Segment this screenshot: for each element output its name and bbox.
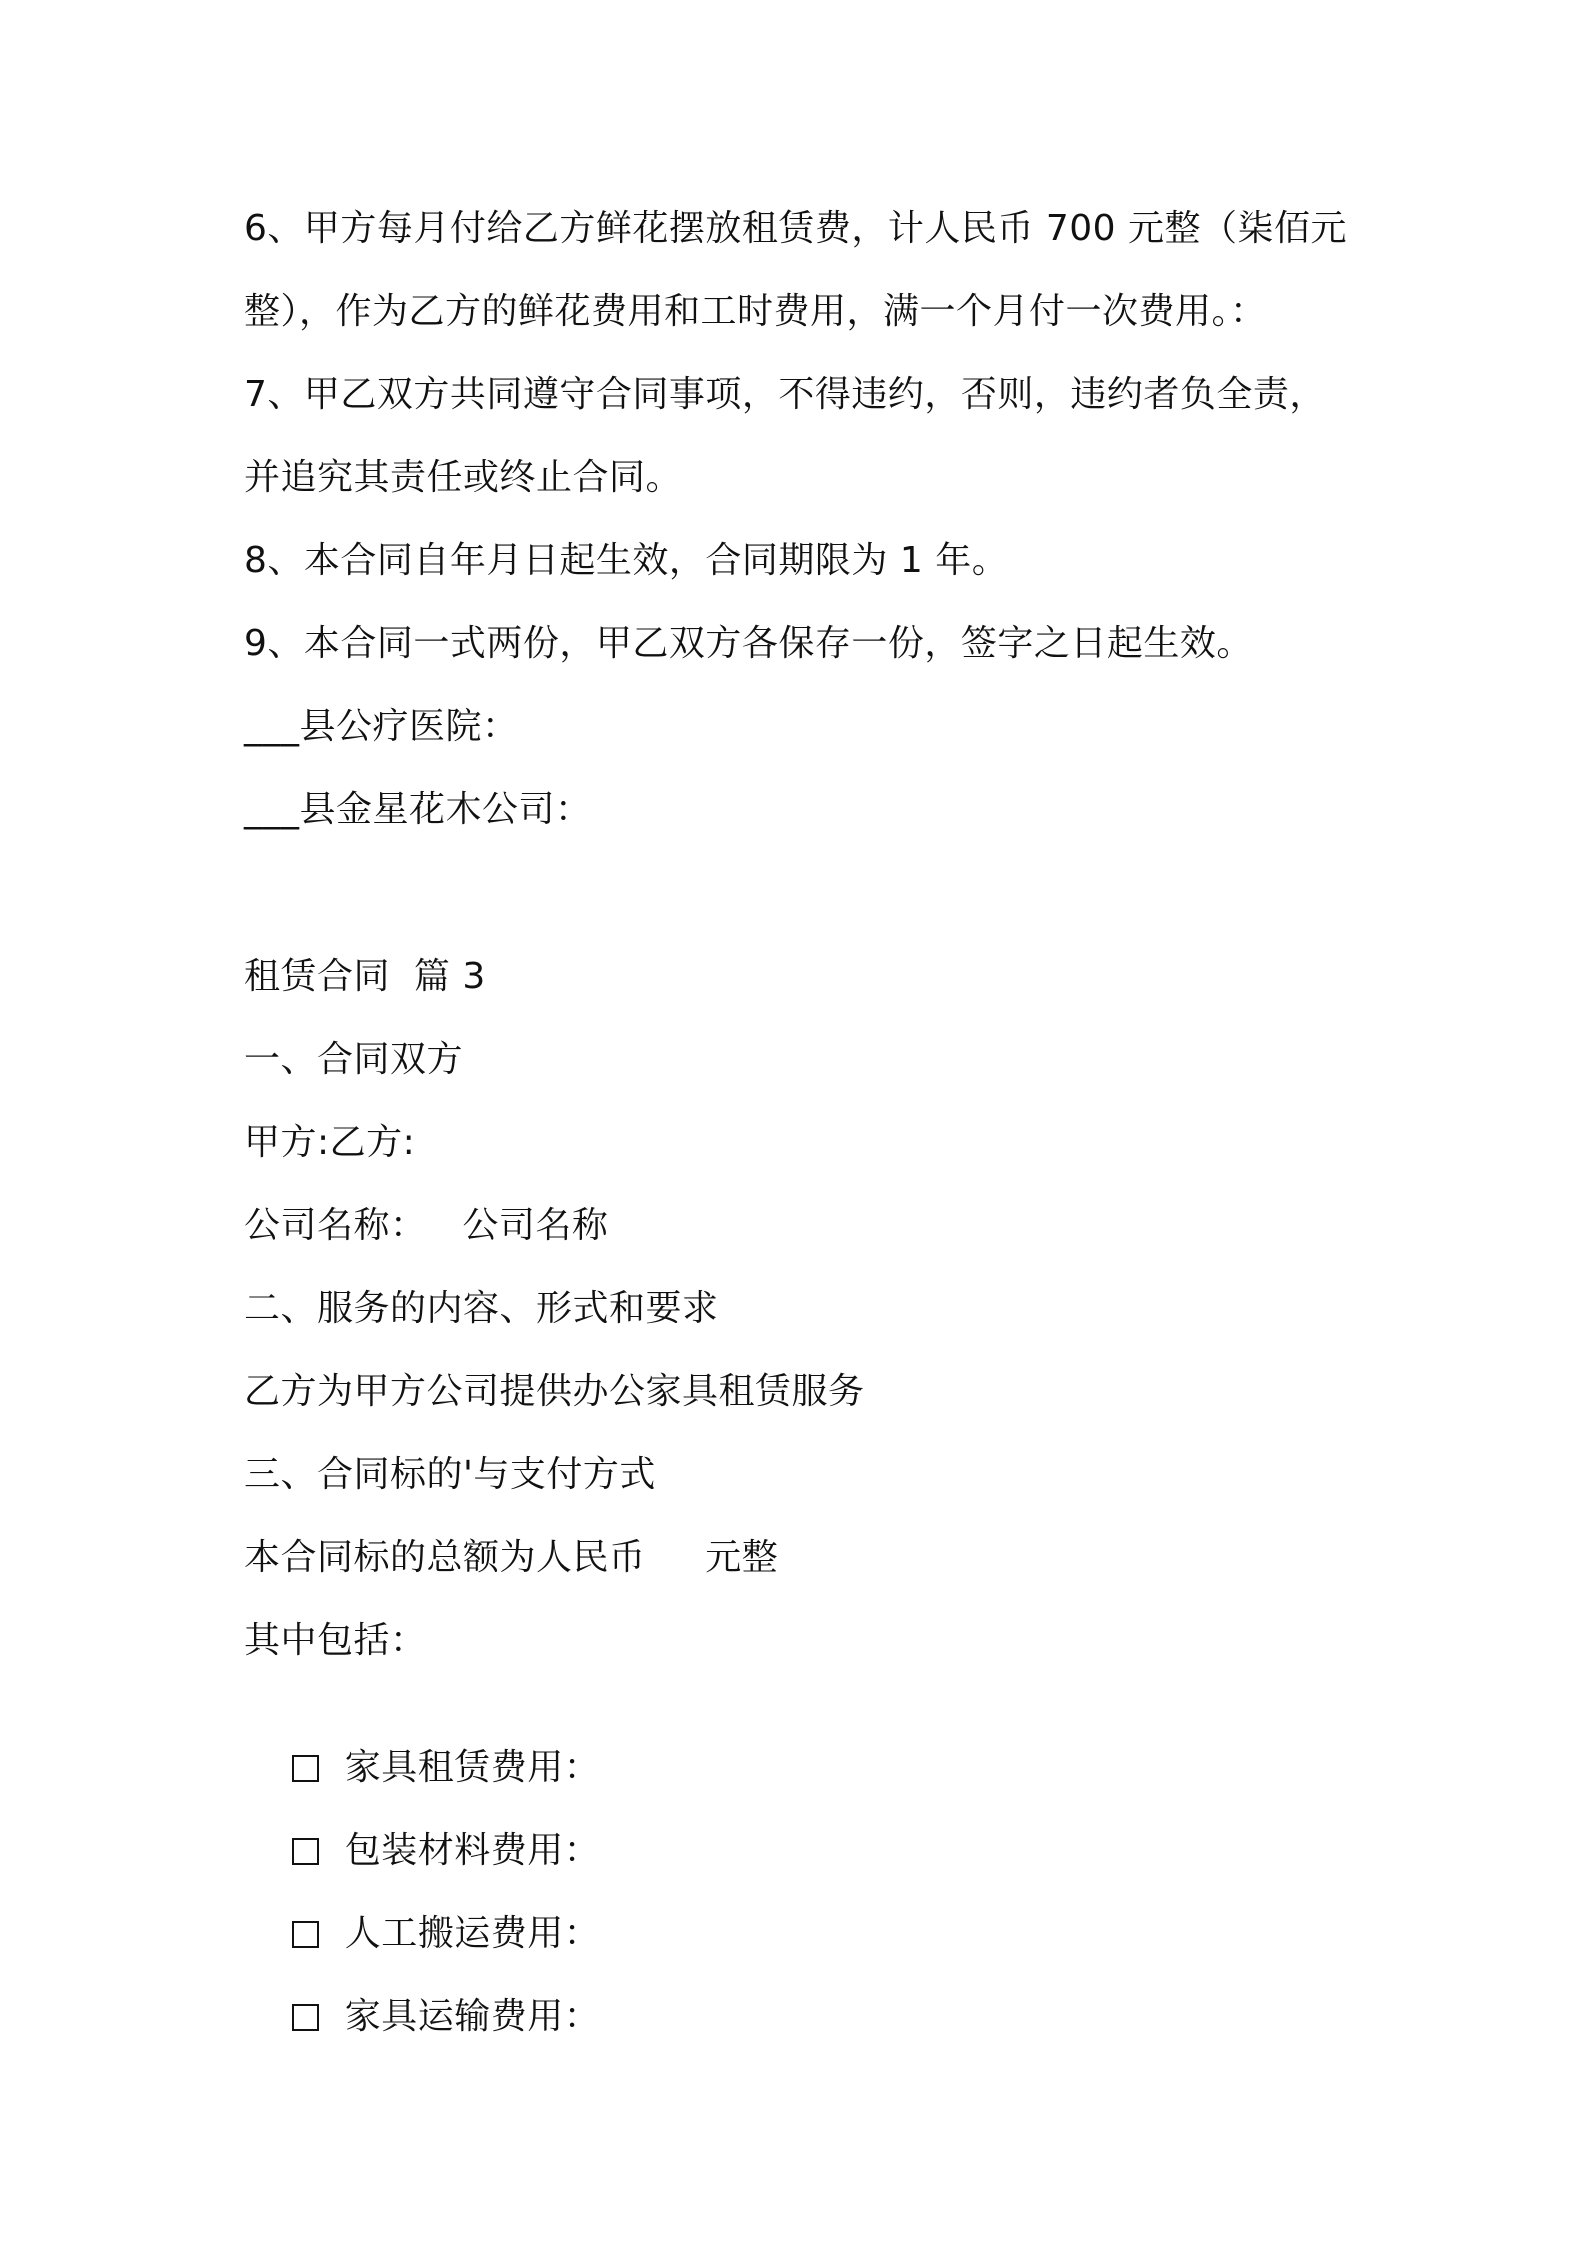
checklist-label: 家具运输费用： (344, 1996, 601, 2037)
company-names: 公司名称： 公司名称 (244, 1205, 609, 1246)
clause-7-line-2: 并追究其责任或终止合同。 (244, 457, 683, 498)
signature-flower-company: ___县金星花木公司： (244, 789, 592, 830)
includes-label: 其中包括： (244, 1620, 427, 1661)
checklist-label: 人工搬运费用： (344, 1913, 601, 1954)
clause-7-line-1: 7、甲乙双方共同遵守合同事项，不得违约，否则，违约者负全责， (244, 374, 1326, 415)
service-description: 乙方为甲方公司提供办公家具租赁服务 (244, 1371, 865, 1412)
checklist-label: 家具租赁费用： (344, 1747, 601, 1788)
checklist-label: 包装材料费用： (344, 1830, 601, 1871)
clause-6-line-2: 整），作为乙方的鲜花费用和工时费用，满一个月付一次费用。： (244, 291, 1267, 332)
clause-9: 9、本合同一式两份，甲乙双方各保存一份，签字之日起生效。 (244, 623, 1253, 664)
checkbox-icon (292, 1838, 319, 1865)
checkbox-icon (292, 1755, 319, 1782)
party-labels: 甲方:乙方: (244, 1122, 416, 1163)
heading-parties: 一、合同双方 (244, 1039, 464, 1080)
checkbox-icon (292, 2004, 319, 2031)
total-amount: 本合同标的总额为人民币 元整 (244, 1537, 779, 1578)
section-title: 租赁合同 篇 3 (244, 956, 486, 997)
checkbox-icon (292, 1921, 319, 1948)
checklist-item (244, 1951, 600, 2083)
clause-8: 8、本合同自年月日起生效，合同期限为 1 年。 (244, 540, 1009, 581)
heading-payment: 三、合同标的'与支付方式 (244, 1454, 656, 1495)
clause-6-line-1: 6、甲方每月付给乙方鲜花摆放租赁费，计人民币 700 元整（柒佰元 (244, 208, 1348, 249)
heading-service: 二、服务的内容、形式和要求 (244, 1288, 719, 1329)
signature-hospital: ___县公疗医院： (244, 706, 519, 747)
